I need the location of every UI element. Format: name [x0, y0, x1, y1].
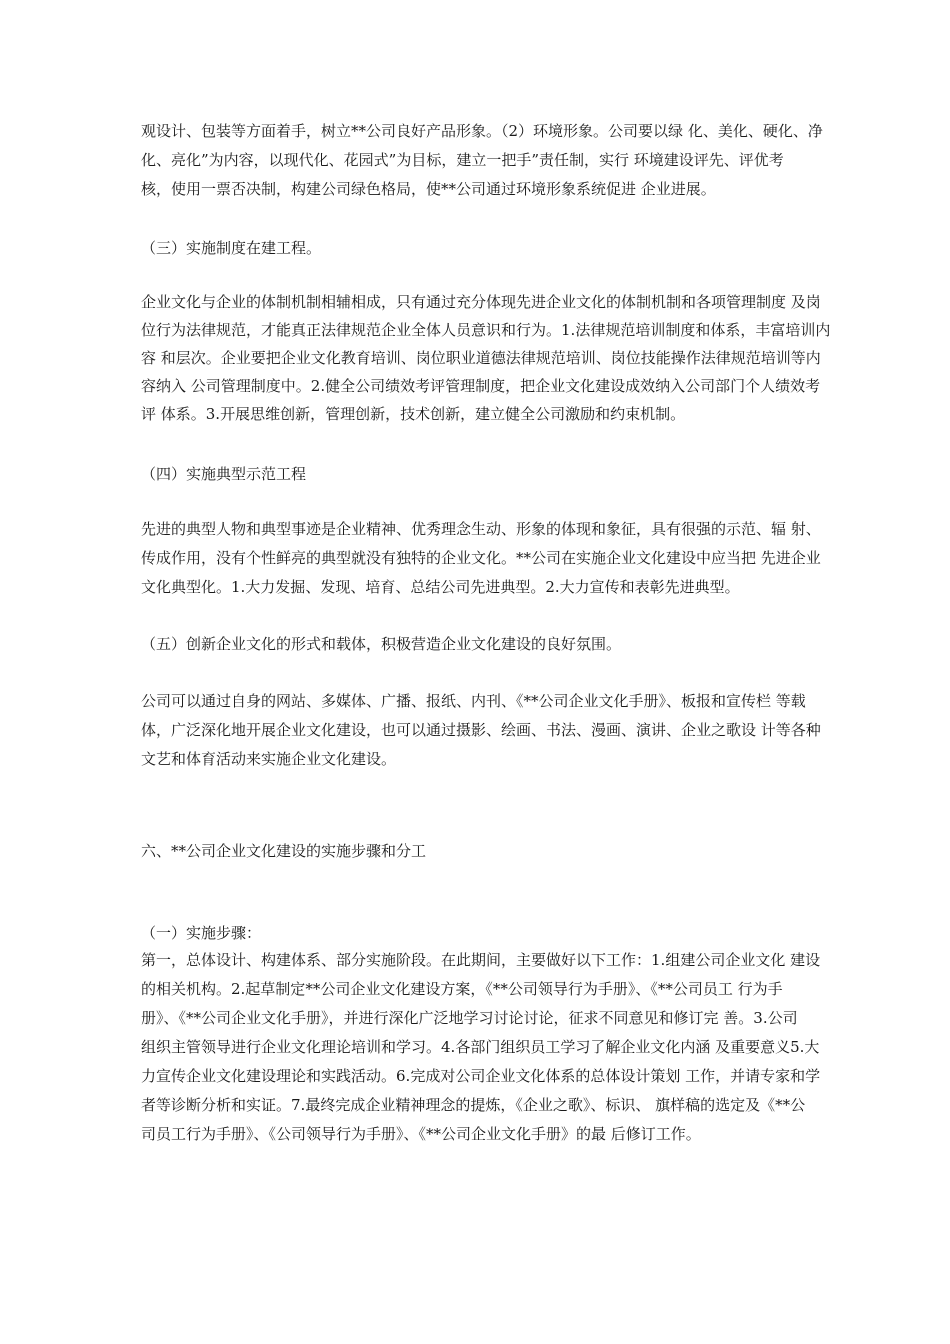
text-line: 评 体系。3.开展思维创新，管理创新，技术创新，建立健全公司激励和约束机制。: [141, 405, 686, 423]
paragraph-system-building: [141, 288, 881, 428]
heading-text: （三）实施制度在建工程。: [141, 239, 322, 257]
text-line: 体，广泛深化地开展企业文化建设，也可以通过摄影、绘画、书法、漫画、演讲、企业之歌设 计等各种: [141, 721, 821, 739]
paragraph-culture-carriers: [141, 687, 881, 774]
heading-section-4: [141, 462, 881, 486]
text-line: 文化典型化。1.大力发掘、发现、培育、总结公司先进典型。2.大力宣传和表彰先进典型。: [141, 578, 740, 596]
paragraph-environment-image: [141, 117, 881, 204]
text-line: 第一，总体设计、构建体系、部分实施阶段。在此期间，主要做好以下工作：1.组建公司企业文化 建设: [141, 951, 821, 969]
text-line: 者等诊断分析和实证。7.最终完成企业精神理念的提炼，《企业之歌》、标识、 旗样稿的选定及《**公: [141, 1096, 806, 1114]
text-line: 册》、《**公司企业文化手册》，并进行深化广泛地学习讨论讨论，征求不同意见和修订完 善。3.公司: [141, 1009, 798, 1027]
heading-text: （四）实施典型示范工程: [141, 465, 307, 483]
paragraph-model-demonstration: [141, 515, 881, 602]
text-line: 容 和层次。企业要把企业文化教育培训、岗位职业道德法律规范培训、岗位技能操作法律规范培训等内: [141, 349, 821, 367]
text-line: 的相关机构。2.起草制定**公司企业文化建设方案，《**公司领导行为手册》、《**公司员工 行为手: [141, 980, 783, 998]
text-line: 传成作用，没有个性鲜亮的典型就没有独特的企业文化。**公司在实施企业文化建设中应当把 先进企业: [141, 549, 821, 567]
text-line: 先进的典型人物和典型事迹是企业精神、优秀理念生动、形象的体现和象征，具有很强的示范、辐 射、: [141, 520, 821, 538]
heading-section-5: [141, 632, 881, 656]
heading-implementation-steps: [141, 921, 881, 945]
section-6-title: [141, 839, 881, 863]
heading-text: （五）创新企业文化的形式和载体，积极营造企业文化建设的良好氛围。: [141, 635, 622, 653]
heading-section-3: [141, 236, 881, 260]
heading-text: （一）实施步骤：: [141, 924, 262, 942]
text-line: 核，使用一票否决制，构建公司绿色格局，使**公司通过环境形象系统促进 企业进展。: [141, 180, 716, 198]
text-line: 容纳入 公司管理制度中。2.健全公司绩效考评管理制度，把企业文化建设成效纳入公司部门个人绩效考: [141, 377, 821, 395]
text-line: 化、亮化”为内容，以现代化、花园式”为目标，建立一把手”责任制，实行 环境建设评先、评优考: [141, 151, 784, 169]
section-title-text: 六、**公司企业文化建设的实施步骤和分工: [141, 842, 427, 860]
paragraph-implementation-steps: [141, 946, 881, 1149]
text-line: 力宣传企业文化建设理论和实践活动。6.完成对公司企业文化体系的总体设计策划 工作，并请专家和学: [141, 1067, 821, 1085]
text-line: 企业文化与企业的体制机制相辅相成，只有通过充分体现先进企业文化的体制机制和各项管理制度 及岗: [141, 293, 821, 311]
text-line: 司员工行为手册》、《公司领导行为手册》、《**公司企业文化手册》的最 后修订工作。: [141, 1125, 701, 1143]
text-line: 文艺和体育活动来实施企业文化建设。: [141, 750, 397, 768]
text-line: 公司可以通过自身的网站、多媒体、广播、报纸、内刊、《**公司企业文化手册》、板报和宣传栏 等载: [141, 692, 806, 710]
text-line: 位行为法律规范，才能真正法律规范企业全体人员意识和行为。1.法律规范培训制度和体系，丰富培训内: [141, 321, 831, 339]
text-line: 观设计、包装等方面着手，树立**公司良好产品形象。（2）环境形象。公司要以绿 化、美化、硬化、净: [141, 122, 823, 140]
text-line: 组织主管领导进行企业文化理论培训和学习。4.各部门组织员工学习了解企业文化内涵 及重要意义5.大: [141, 1038, 820, 1056]
